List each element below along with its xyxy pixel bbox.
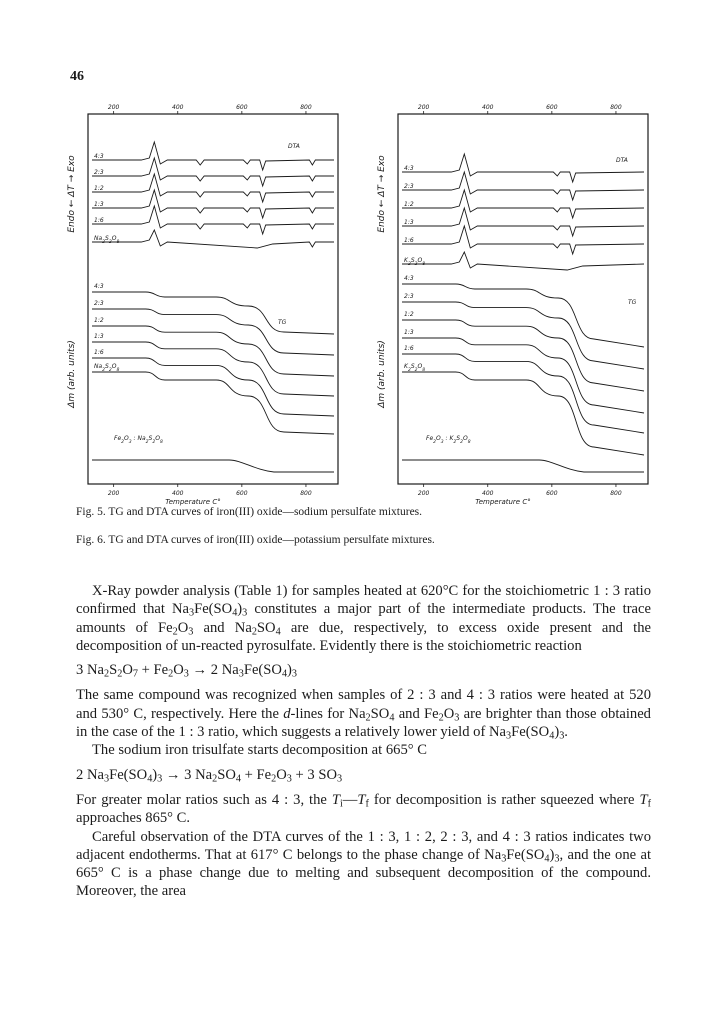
tg-curve <box>402 302 644 369</box>
dta-curve <box>402 190 644 218</box>
panel-fig6 <box>377 104 648 506</box>
body-text <box>76 582 651 901</box>
x-axis-label: Temperature C° <box>475 498 531 506</box>
figure-thermal-curves <box>58 100 658 506</box>
dta-curve-label: 1:3 <box>404 219 414 226</box>
paragraph-1: X-Ray powder analysis (Table 1) for samples heated at 620°C for the stoichiometric 1 : 3 ratio confirmed that $Na_3Fe(SO_4)_3$ constitutes a major part of the intermediate products. The trace amounts of $Fe_2O_3$ and $Na_2SO_4$ are due, respectively, to excess oxide present and the decomposition of un-reacted pyrosulfate. Evidently there is the stoichiometric reaction <box>76 583 651 654</box>
dta-curve-label: 1:6 <box>404 237 414 244</box>
top-tick-label: 600 <box>236 104 248 111</box>
dta-curve-label: 2:3 <box>404 183 414 190</box>
bottom-tick-label: 600 <box>546 490 558 497</box>
tg-label: TG <box>628 299 637 306</box>
tg-curve-label: 4:3 <box>94 283 104 290</box>
y-axis-label-tg: Δm (arb. units) <box>67 340 77 408</box>
dta-curve-label: $K_2S_2O_8$ <box>404 257 426 267</box>
tg-curve <box>402 338 644 413</box>
dta-curve <box>92 174 334 202</box>
tg-curve-label: 1:2 <box>404 311 414 318</box>
dta-curve <box>402 226 644 254</box>
paragraph-4: For greater molar ratios such as 4 : 3, the $T_i—T_f$ for decomposition is rather squeezed where $T_f$ approaches 865° C. <box>76 791 651 827</box>
dta-curve <box>92 158 334 186</box>
dta-curve <box>92 206 334 234</box>
caption-fig5: Fig. 5. TG and DTA curves of iron(III) oxide—sodium persulfate mixtures. <box>76 506 423 518</box>
tg-curve <box>402 284 644 347</box>
equation-2: 2 $Na_3Fe(SO_4)_3 \to 3$ $Na_2SO_4 + Fe_2O_3 + 3$ $SO_3$ <box>76 766 343 785</box>
dta-curve <box>92 230 334 248</box>
panel-frame <box>88 114 338 484</box>
dta-curve <box>92 190 334 218</box>
top-tick-label: 600 <box>546 104 558 111</box>
bottom-tick-label: 400 <box>172 490 184 497</box>
tg-curve <box>92 342 334 396</box>
top-tick-label: 400 <box>172 104 184 111</box>
reference-curve <box>92 460 334 472</box>
tg-curve <box>402 354 644 433</box>
dta-curve <box>402 172 644 200</box>
dta-curve-label: 1:2 <box>94 185 104 192</box>
dta-curve-label: 1:6 <box>94 217 104 224</box>
bottom-tick-label: 600 <box>236 490 248 497</box>
dta-curve-label: 1:3 <box>94 201 104 208</box>
top-tick-label: 800 <box>610 104 622 111</box>
dta-curve-label: $Na_2S_2O_8$ <box>94 235 120 245</box>
dta-curve-label: 1:2 <box>404 201 414 208</box>
tg-label: TG <box>278 319 287 326</box>
page-number: 46 <box>70 69 84 84</box>
dta-curve-label: 2:3 <box>94 169 104 176</box>
tg-curve <box>92 372 334 434</box>
bottom-tick-label: 200 <box>417 490 430 497</box>
panel-fig5 <box>67 104 338 506</box>
tg-curve-label: 2:3 <box>404 293 414 300</box>
paragraph-2: The same compound was recognized when samples of 2 : 3 and 4 : 3 ratios were heated at 520 and 530° C, respectively. Here the d-lines for $Na_2SO_4$ and $Fe_2O_3$ are brighter than those obtained in the case of the 1 : 3 ratio, which suggests a relatively lower yield of $Na_3Fe(SO_4)_3$. <box>76 687 651 742</box>
tg-curve-label: $Na_2S_2O_8$ <box>94 363 120 373</box>
top-tick-label: 200 <box>107 104 120 111</box>
tg-curve-label: $K_2S_2O_8$ <box>404 363 426 373</box>
tg-curve-label: 1:3 <box>94 333 104 340</box>
dta-curve-label: 4:3 <box>94 153 104 160</box>
tg-curve-label: 4:3 <box>404 275 414 282</box>
y-axis-label-dta: Endo ← ΔT → Exo <box>67 155 77 233</box>
tg-curve-label: 1:2 <box>94 317 104 324</box>
tg-curve <box>92 358 334 416</box>
tg-curve <box>92 326 334 376</box>
dta-curve <box>402 154 644 182</box>
tg-curve-label: 1:6 <box>94 349 104 356</box>
paragraph-3: The sodium iron trisulfate starts decomposition at 665° C <box>92 742 427 759</box>
tg-curve-label: 1:6 <box>404 345 414 352</box>
panel-frame <box>398 114 648 484</box>
tg-curve-label: 1:3 <box>404 329 414 336</box>
bottom-tick-label: 200 <box>107 490 120 497</box>
dta-label: DTA <box>616 157 628 164</box>
reference-curve <box>402 460 644 472</box>
top-tick-label: 200 <box>417 104 430 111</box>
reference-label: $Fe_2O_3$ : $K_2S_2O_8$ <box>426 435 471 445</box>
tg-curve-label: 2:3 <box>94 300 104 307</box>
y-axis-label-tg: Δm (arb. units) <box>377 340 387 408</box>
dta-curve-label: 4:3 <box>404 165 414 172</box>
bottom-tick-label: 800 <box>300 490 312 497</box>
tg-curve <box>92 292 334 334</box>
equation-1: 3 $Na_2S_2O_7 + Fe_2O_3 \to 2$ $Na_3Fe(SO_4)_3$ <box>76 662 298 680</box>
dta-curve <box>402 252 644 270</box>
tg-curve <box>402 372 644 455</box>
x-axis-label: Temperature C° <box>165 498 221 506</box>
bottom-tick-label: 400 <box>482 490 494 497</box>
top-tick-label: 800 <box>300 104 312 111</box>
dta-label: DTA <box>288 143 300 150</box>
top-tick-label: 400 <box>482 104 494 111</box>
caption-fig6: Fig. 6. TG and DTA curves of iron(III) oxide—potassium persulfate mixtures. <box>76 534 435 546</box>
paragraph-5: Careful observation of the DTA curves of the 1 : 3, 1 : 2, 2 : 3, and 4 : 3 ratios indicates two adjacent endotherms. That at 617° C belongs to the phase change of $Na_3Fe(SO_4)_3$, and the one at 665° C is a phase change due to melting and subsequent decomposition of the compound. Moreover, the area <box>76 828 652 900</box>
bottom-tick-label: 800 <box>610 490 622 497</box>
dta-curve <box>402 208 644 236</box>
y-axis-label-dta: Endo ← ΔT → Exo <box>377 155 387 233</box>
reference-label: $Fe_2O_3$ : $Na_2S_2O_8$ <box>114 435 163 445</box>
